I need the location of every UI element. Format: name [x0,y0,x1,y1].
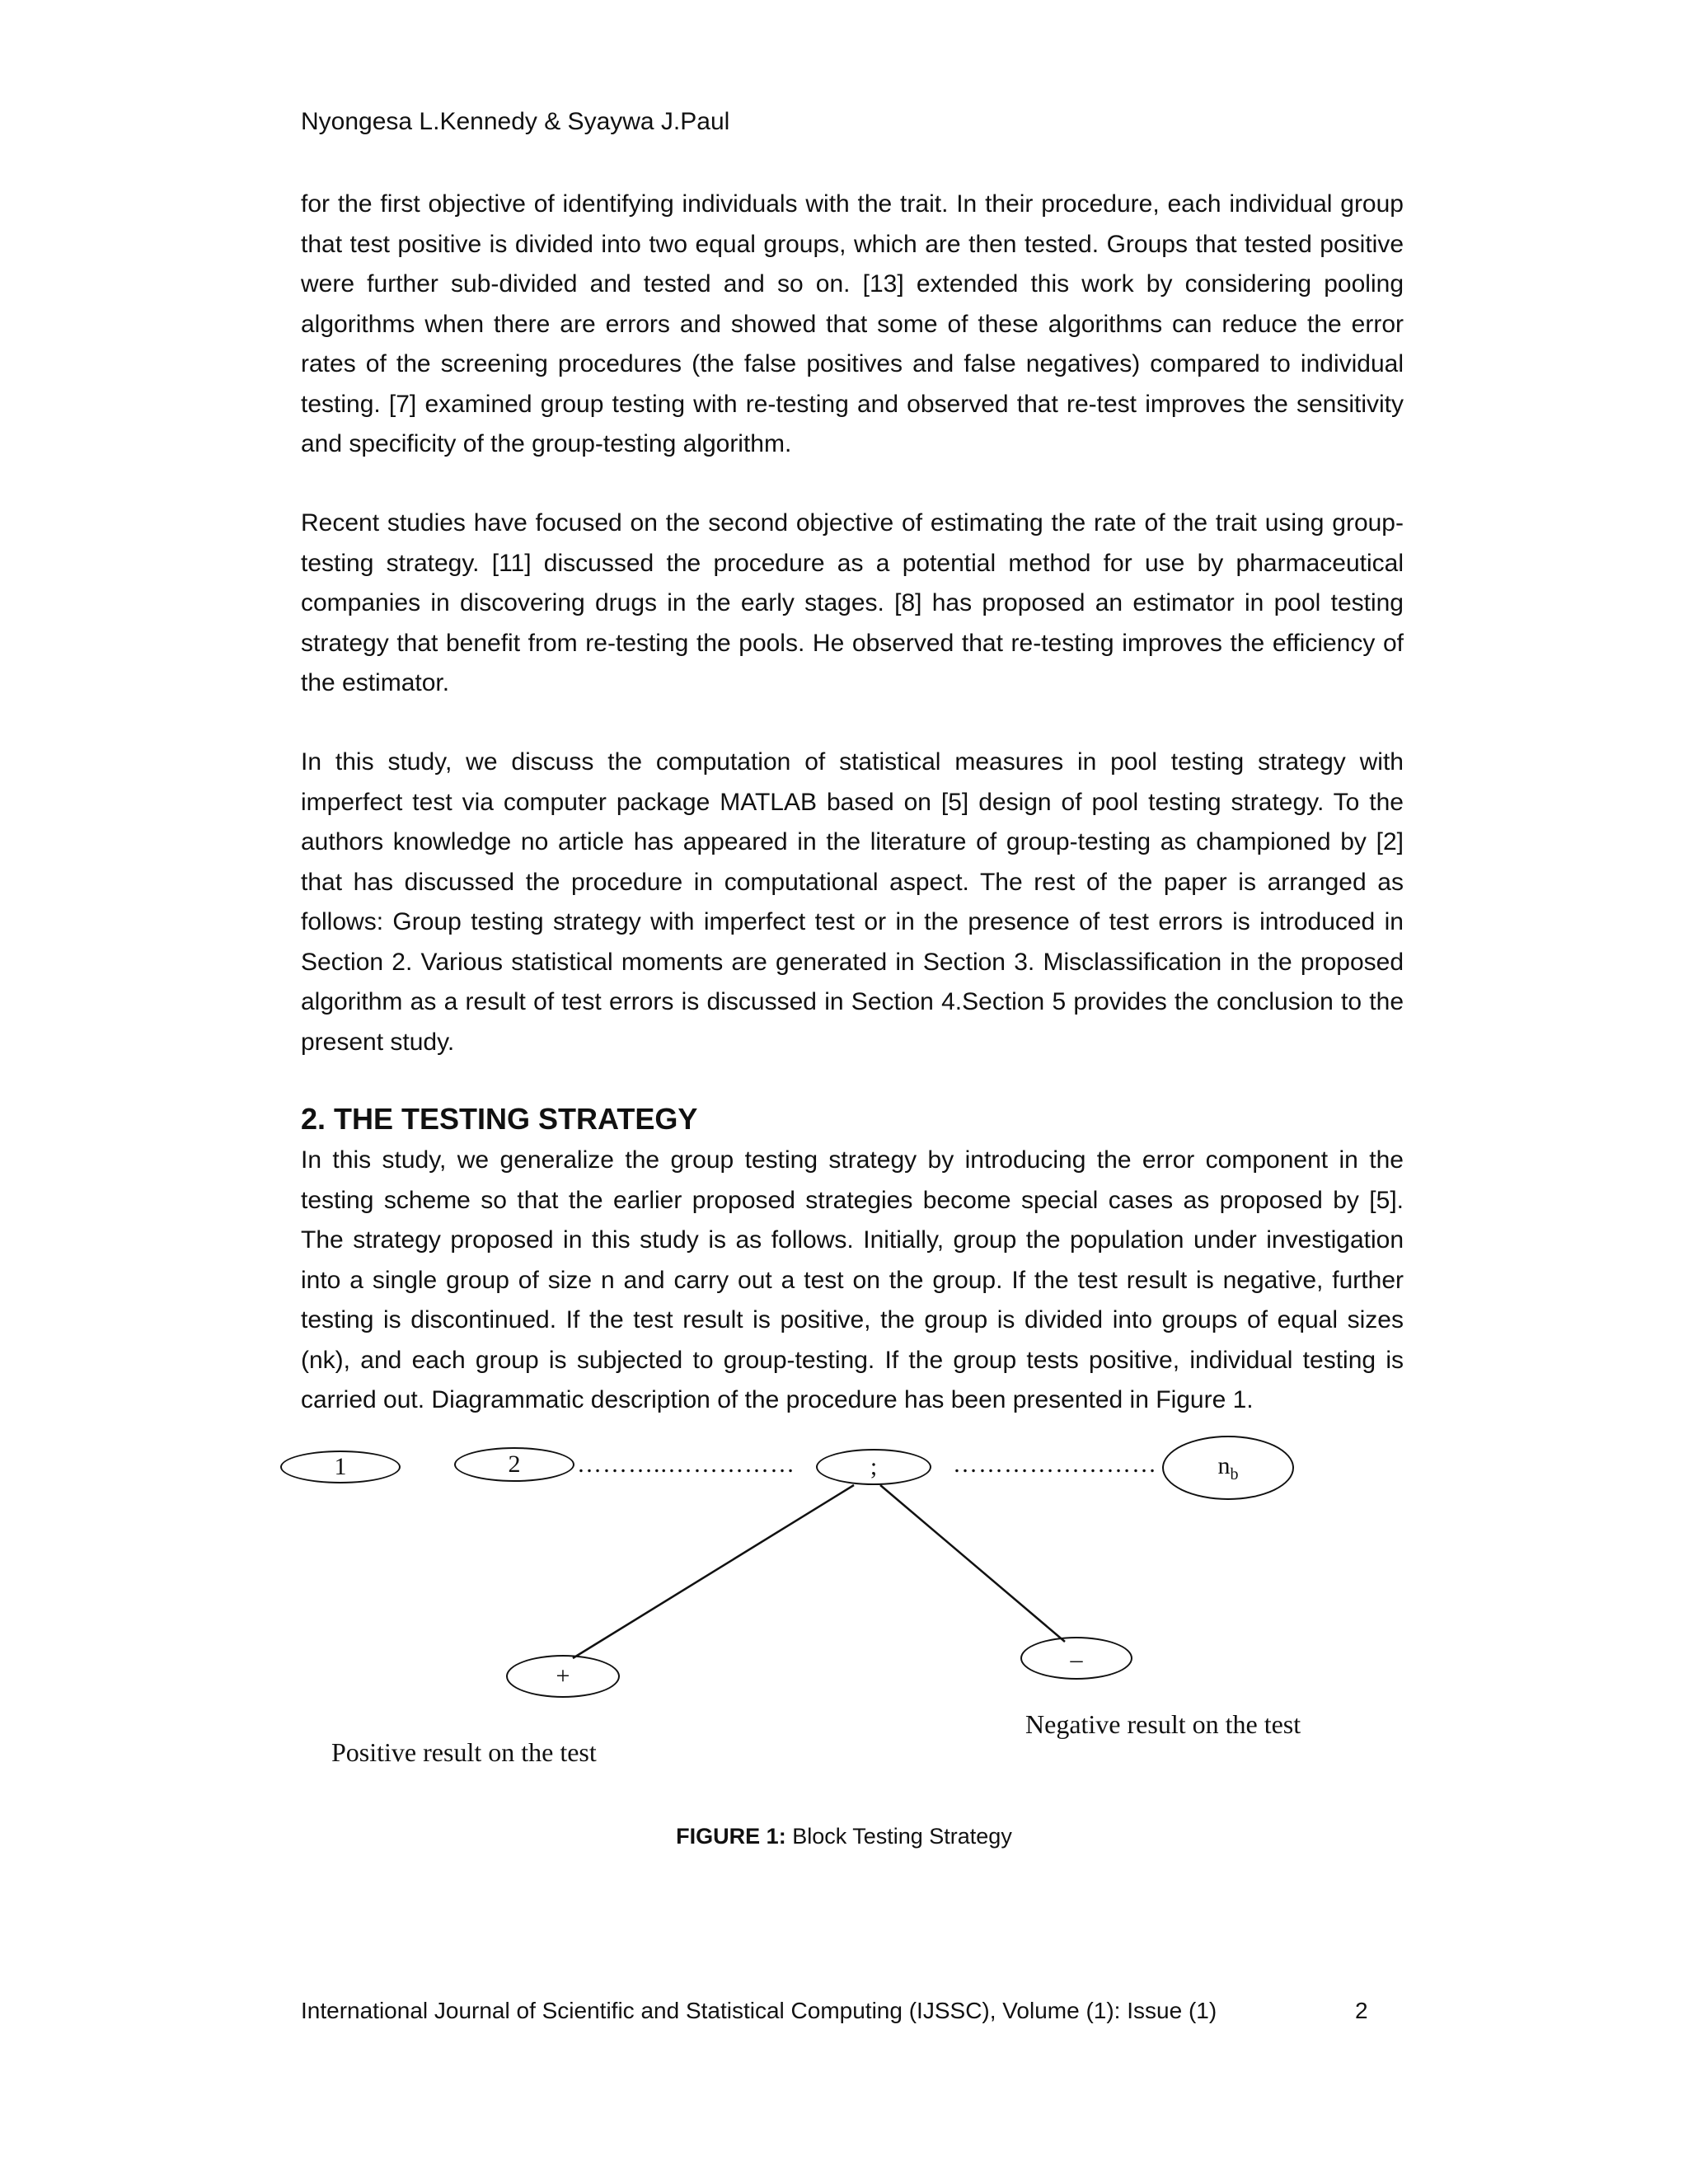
positive-node-label: + [556,1662,570,1690]
paragraph-prior-work: for the first objective of identifying individuals with the trait. In their procedure, each individual group that test positive is divided into two equal groups, which are then tested. Groups that tested positive were further sub-divided and tested and so on. [13] extended this work by considering pooling algorithms when there are errors and showed that some of these algorithms can reduce the error rates of the screening procedures (the false positives and false negatives) compared to individual testing. [7] examined group testing with re-testing and observed that re-test improves the sensitivity and specificity of the group-testing algorithm. [301,190,1404,457]
group-node-middle [816,1449,931,1485]
figure-caption-number: FIGURE 1: [676,1824,786,1849]
group-node-last-label: $n_b$ [1217,1451,1239,1483]
paragraph-recent-studies: Recent studies have focused on the second objective of estimating the rate of the trait using group-testing strategy. [11] discussed the procedure as a potential method for use by pharmaceutical companies in discovering drugs in the early stages. [8] has proposed an estimator in pool testing strategy that benefit from re-testing the pools. He observed that re-testing improves the efficiency of the estimator. [301,509,1404,696]
negative-branch-line [880,1485,1065,1642]
group-node-middle-label: ; [870,1453,878,1480]
group-node-last [1162,1436,1294,1500]
negative-result-label: Negative result on the test [1025,1709,1301,1739]
group-node-1-label: 1 [334,1453,347,1480]
paragraph-study-outline: In this study, we discuss the computation of statistical measures in pool testing strategy with imperfect test via computer package MATLAB based on [5] design of pool testing strategy. To the authors knowledge no article has appeared in the literature of group-testing as championed by [2] that has discussed the procedure in computational aspect. The rest of the paper is arranged as follows: Group testing strategy with imperfect test or in the presence of test errors is introduced in Section 2. Various statistical moments are generated in Section 3. Misclassification in the proposed algorithm as a result of test errors is discussed in Section 4.Section 5 provides the conclusion to the present study. [301,748,1404,1056]
negative-node-label: _ [1070,1638,1083,1665]
figure-block-testing-strategy [0,1426,1688,1797]
ellipsis-right: …………………… [953,1451,1157,1478]
paragraph-testing-strategy: In this study, we generalize the group testing strategy by introducing the error component in the testing scheme so that the earlier proposed strategies become special cases as proposed by [5]. The strategy proposed in this study is as follows. Initially, group the population under investigation into a single group of size n and carry out a test on the group. If the test result is negative, further testing is discontinued. If the test result is positive, the group is divided into groups of equal sizes (nk), and each group is subjected to group-testing. If the group tests positive, individual testing is carried out. Diagrammatic description of the procedure has been presented in Figure 1. [301,1146,1404,1413]
group-node-1 [280,1451,401,1483]
page-number: 2 [1355,1998,1368,2023]
running-header: Nyongesa L.Kennedy & Syaywa J.Paul [301,108,730,135]
group-node-2 [454,1447,574,1482]
ellipsis-left: ………..…………… [577,1451,795,1478]
positive-result-label: Positive result on the test [331,1737,597,1767]
figure-caption-text: Block Testing Strategy [785,1824,1012,1849]
section-heading: 2. THE TESTING STRATEGY [301,1102,698,1136]
positive-result-node [506,1655,620,1698]
positive-branch-line [573,1485,854,1658]
figure-caption [0,1821,1688,1851]
group-node-2-label: 2 [508,1451,521,1478]
negative-result-node [1020,1637,1132,1680]
journal-footer: International Journal of Scientific and Statistical Computing (IJSSC), Volume (1): Issue (1) [301,1998,1217,2023]
